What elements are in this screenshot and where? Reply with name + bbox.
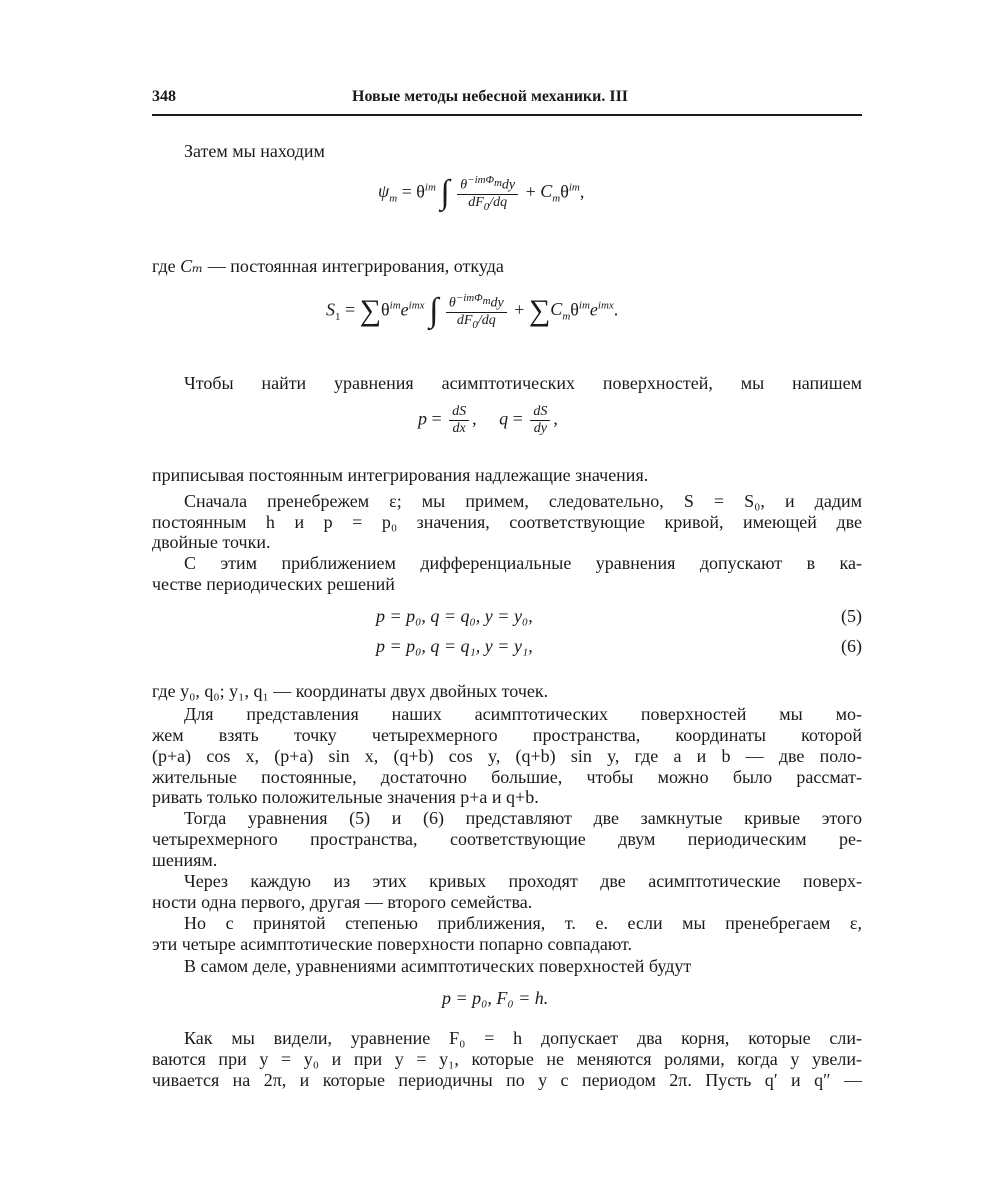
paragraph-line: Тогда уравнения (5) и (6) представляют две замкнутые кривые этого <box>184 808 862 828</box>
paragraph-line: ности одна первого, другая — второго семейства. <box>152 892 533 912</box>
formula-pq: p = $\frac{dS}{dx}$ , q = $\frac{dS}{dy}$ , <box>418 404 558 436</box>
paragraph-line: Чтобы найти уравнения асимптотических поверхностей, мы напишем <box>184 373 862 393</box>
paragraph-line: Через каждую из этих кривых проходят две асимптотические поверх- <box>184 871 862 891</box>
paragraph-line: жем взять точку четырехмерного пространства, координаты которой <box>152 725 862 745</box>
formula-s1: $S_1 = \sum\theta^{im}e^{imx}$ ∫ $\frac{\theta^{-im\Phi_m}dy}{dF_0/dq}$ + $\sum C_m\theta^{im}e^{imx}$. <box>326 292 619 331</box>
symbol-cm: Cₘ <box>180 256 204 276</box>
paragraph-line: Но с принятой степенью приближения, т. е. если мы пренебрегаем ε, <box>184 913 862 933</box>
paragraph-line: приписывая постоянным интегрирования надлежащие значения. <box>152 465 649 485</box>
paragraph-line: жительные постоянные, достаточно большие, чтобы можно было рассмат- <box>152 767 862 787</box>
paragraph-line: (p+a) cos x, (p+a) sin x, (q+b) cos y, (q+b) sin y, где a и b — две поло- <box>152 746 862 766</box>
paragraph-line: Сначала пренебрежем ε; мы примем, следовательно, S = S₀, и дадим <box>184 491 862 511</box>
paragraph-line: где y₀, q₀; y₁, q₁ — координаты двух двойных точек. <box>152 681 549 701</box>
paragraph-line: постоянным h и p = p₀ значения, соответствующие кривой, имеющей две <box>152 512 862 532</box>
formula-psi: $\psi_m = \theta^{im}$ ∫ $\frac{\theta^{-im\Phi_m}dy}{dF_0/dq}$ + $C_m\theta^{im}$, <box>378 174 585 213</box>
equation-6: p = p₀, q = q₁, y = y₁, <box>376 636 533 656</box>
equation-5: p = p₀, q = q₀, y = y₀, <box>376 606 533 626</box>
paragraph-line: двойные точки. <box>152 532 271 552</box>
page-number: 348 <box>152 88 176 105</box>
paragraph-line: Затем мы находим <box>184 141 325 161</box>
paragraph-line: где Cₘ — постоянная интегрирования, откуда <box>152 256 504 276</box>
paragraph-line: честве периодических решений <box>152 574 395 594</box>
paragraph-line: ривать только положительные значения p+a и q+b. <box>152 787 539 807</box>
paragraph-line: шениям. <box>152 850 218 870</box>
paragraph-line: эти четыре асимптотические поверхности попарно совпадают. <box>152 934 633 954</box>
equation-number-6: (6) <box>841 636 862 656</box>
formula-p-f0: p = p₀, F₀ = h. <box>442 988 549 1008</box>
paragraph-line: четырехмерного пространства, соответствующие двум периодическим ре- <box>152 829 862 849</box>
header-rule <box>152 114 862 116</box>
paragraph-line: Для представления наших асимптотических поверхностей мы мо- <box>184 704 862 724</box>
paragraph-line: С этим приближением дифференциальные уравнения допускают в ка- <box>184 553 862 573</box>
paragraph-line: В самом деле, уравнениями асимптотических поверхностей будут <box>184 956 692 976</box>
paragraph-line: чивается на 2π, и которые периодичны по y с периодом 2π. Пусть q′ и q″ — <box>152 1070 862 1090</box>
equation-number-5: (5) <box>841 606 862 626</box>
paragraph-line: Как мы видели, уравнение F₀ = h допускает два корня, которые сли- <box>184 1028 862 1048</box>
running-title: Новые методы небесной механики. III <box>352 88 629 105</box>
paragraph-line: ваются при y = y₀ и при y = y₁, которые не меняются ролями, когда y увели- <box>152 1049 862 1069</box>
running-header <box>152 88 862 112</box>
